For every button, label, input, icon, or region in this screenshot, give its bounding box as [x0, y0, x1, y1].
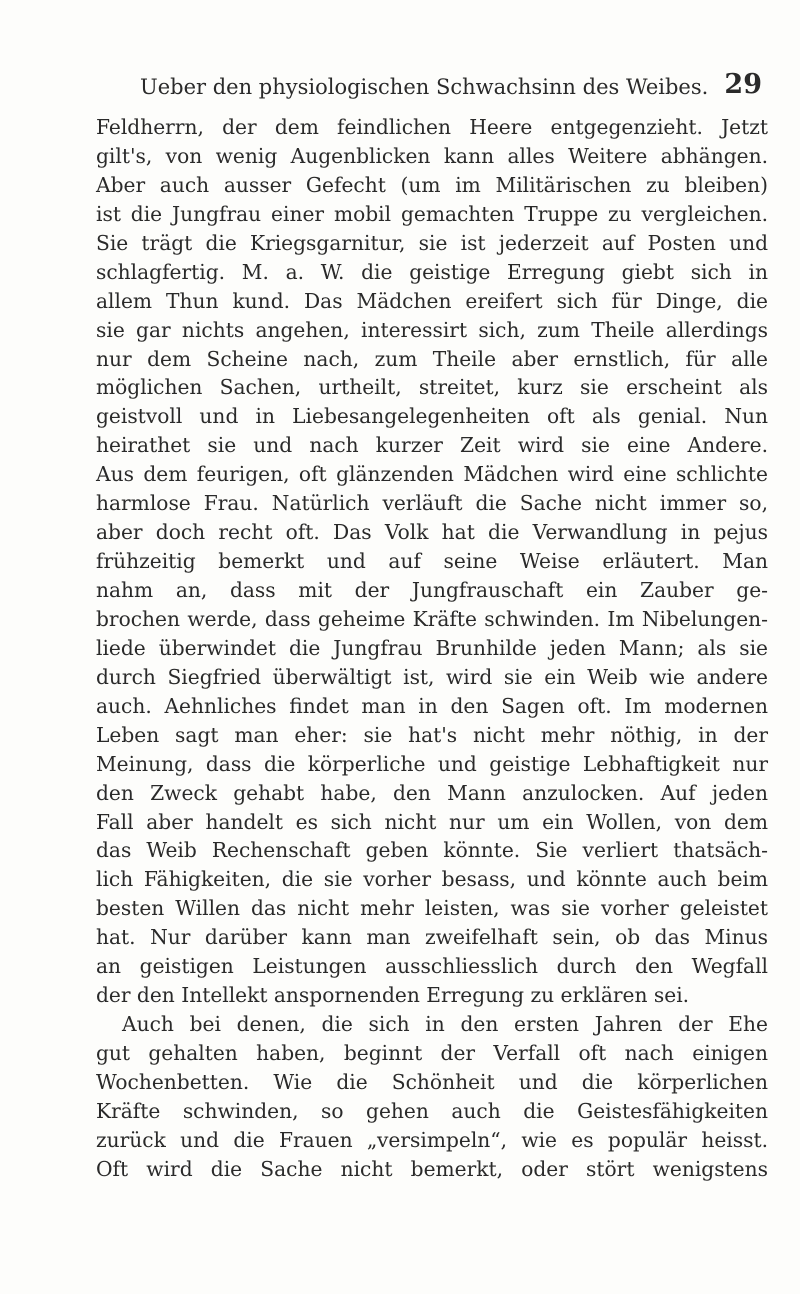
- body-text: [96, 113, 768, 1184]
- text-line: Oft wird die Sache nicht bemerkt, oder stört wenigstens: [96, 1156, 768, 1181]
- text-line: Feldherrn, der dem feindlichen Heere entgegenzieht. Jetzt: [96, 115, 768, 139]
- text-line: aber doch recht oft. Das Volk hat die Verwandlung in pejus: [96, 520, 768, 545]
- text-line: geistvoll und in Liebesangelegenheiten oft als genial. Nun: [96, 404, 768, 429]
- text-line: das Weib Rechenschaft geben könnte. Sie verliert thatsäch-: [96, 838, 768, 863]
- text-line: durch Siegfried überwältigt ist, wird sie ein Weib wie andere: [96, 664, 768, 689]
- text-line: ist die Jungfrau einer mobil gemachten Truppe zu vergleichen.: [96, 201, 768, 226]
- text-line: Aber auch ausser Gefecht (um im Militärischen zu bleiben): [96, 172, 768, 197]
- text-line: frühzeitig bemerkt und auf seine Weise erläutert. Man: [96, 549, 768, 574]
- text-line: Aus dem feurigen, oft glänzenden Mädchen wird eine schlichte: [96, 462, 768, 487]
- text-line: Wochenbetten. Wie die Schönheit und die körperlichen: [96, 1069, 768, 1094]
- text-line: schlagfertig. M. a. W. die geistige Erregung giebt sich in: [96, 259, 768, 284]
- text-line: heirathet sie und nach kurzer Zeit wird sie eine Andere.: [96, 433, 768, 458]
- text-line: Fall aber handelt es sich nicht nur um ein Wollen, von dem: [96, 809, 768, 834]
- text-line: auch. Aehnliches findet man in den Sagen oft. Im modernen: [96, 693, 768, 718]
- text-line: brochen werde, dass geheime Kräfte schwinden. Im Nibelungen-: [96, 606, 768, 631]
- text-line: nahm an, dass mit der Jungfrauschaft ein Zauber ge-: [96, 578, 768, 602]
- text-line: harmlose Frau. Natürlich verläuft die Sache nicht immer so,: [96, 491, 768, 516]
- text-line: Kräfte schwinden, so gehen auch die Geistesfähigkeiten: [96, 1098, 768, 1123]
- text-line: der den Intellekt anspornenden Erregung zu erklären sei.: [96, 983, 690, 1008]
- text-line: Auch bei denen, die sich in den ersten Jahren der Ehe: [122, 1012, 768, 1037]
- running-title: Ueber den physiologischen Schwachsinn des Weibes.: [140, 75, 709, 99]
- text-line: den Zweck gehabt habe, den Mann anzulocken. Auf jeden: [96, 780, 768, 805]
- text-line: zurück und die Frauen „versimpeln“, wie es populär heisst.: [96, 1127, 768, 1152]
- text-line: nur dem Scheine nach, zum Theile aber ernstlich, für alle: [96, 346, 768, 371]
- text-line: hat. Nur darüber kann man zweifelhaft sein, ob das Minus: [96, 925, 768, 950]
- text-line: Meinung, dass die körperliche und geistige Lebhaftigkeit nur: [96, 751, 768, 776]
- running-head: [140, 69, 762, 106]
- page-number: 29: [724, 69, 762, 100]
- text-line: lich Fähigkeiten, die sie vorher besass, und könnte auch beim: [96, 867, 768, 892]
- text-line: an geistigen Leistungen ausschliesslich durch den Wegfall: [96, 954, 768, 979]
- text-line: gilt's, von wenig Augenblicken kann alles Weitere abhängen.: [96, 143, 768, 168]
- text-line: möglichen Sachen, urtheilt, streitet, kurz sie erscheint als: [96, 375, 768, 400]
- text-line: sie gar nichts angehen, interessirt sich, zum Theile allerdings: [96, 317, 768, 342]
- text-line: liede überwindet die Jungfrau Brunhilde jeden Mann; als sie: [96, 635, 768, 660]
- text-line: allem Thun kund. Das Mädchen ereifert sich für Dinge, die: [96, 288, 768, 313]
- text-line: gut gehalten haben, beginnt der Verfall oft nach einigen: [96, 1041, 768, 1065]
- text-line: Leben sagt man eher: sie hat's nicht mehr nöthig, in der: [96, 722, 768, 747]
- text-line: besten Willen das nicht mehr leisten, was sie vorher geleistet: [96, 896, 768, 921]
- text-line: Sie trägt die Kriegsgarnitur, sie ist jederzeit auf Posten und: [96, 230, 768, 255]
